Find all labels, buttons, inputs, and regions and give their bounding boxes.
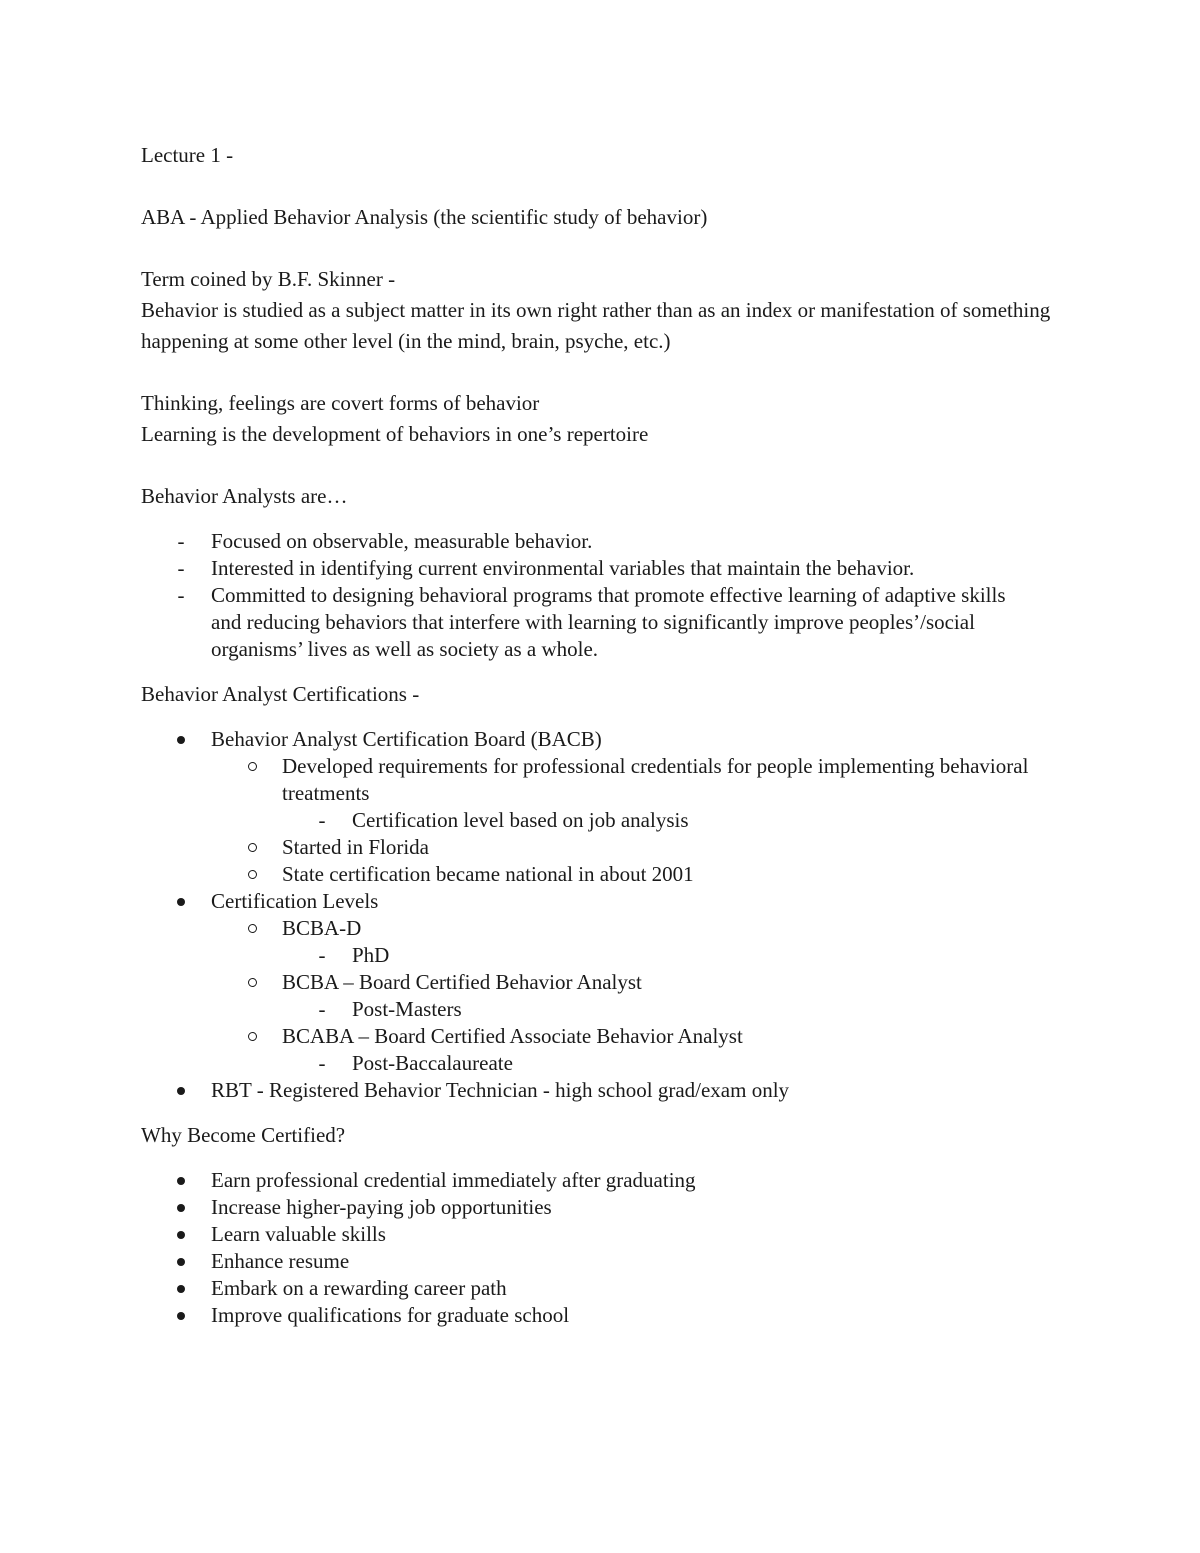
list-item xyxy=(141,1248,1081,1275)
bacb-label: Behavior Analyst Certification Board (BACB) xyxy=(211,727,602,751)
circle-marker xyxy=(242,753,262,780)
bullet-marker xyxy=(171,1077,191,1104)
list-item xyxy=(141,1194,1081,1221)
list-item xyxy=(141,1221,1081,1248)
bullet-marker xyxy=(171,1275,191,1302)
levels-label: Certification Levels xyxy=(211,889,379,913)
bacb-sub-item: State certification became national in about 2001 xyxy=(282,862,694,886)
why-certified-heading: Why Become Certified? xyxy=(141,1123,346,1147)
list-item xyxy=(141,888,1081,915)
aba-definition: ABA - Applied Behavior Analysis (the scientific study of behavior) xyxy=(141,205,708,229)
certifications-heading: Behavior Analyst Certifications - xyxy=(141,682,420,706)
list-item-text: Committed to designing behavioral programs that promote effective learning of adaptive skills and reducing behaviors that interfere with learning to significantly improve peoples’/social organisms’ lives as well as society as a whole. xyxy=(211,583,1006,661)
list-item xyxy=(141,1167,1081,1194)
level-dash-item: PhD xyxy=(352,943,390,967)
dash-marker: - xyxy=(177,556,185,580)
list-item-text: Learn valuable skills xyxy=(211,1222,386,1246)
dash-marker: - xyxy=(177,529,185,553)
learning-line: Learning is the development of behaviors in one’s repertoire xyxy=(141,422,649,446)
bacb-sub-item: Developed requirements for professional credentials for people implementing behavioral treatments xyxy=(282,754,1029,805)
level-item: BCBA-D xyxy=(282,916,362,940)
dash-marker: - xyxy=(177,583,185,607)
list-item-text: Improve qualifications for graduate school xyxy=(211,1303,570,1327)
bullet-marker xyxy=(171,888,191,915)
circle-marker xyxy=(242,861,262,888)
dash-marker: - xyxy=(318,943,326,967)
document-page xyxy=(141,140,1081,1329)
analysts-list xyxy=(141,528,1081,663)
behavior-analysts-heading: Behavior Analysts are… xyxy=(141,484,348,508)
list-item-text: Earn professional credential immediately after graduating xyxy=(211,1168,696,1192)
bullet-marker xyxy=(171,1248,191,1275)
bacb-sub-item: Started in Florida xyxy=(282,835,429,859)
list-item xyxy=(141,753,1081,807)
bullet-marker xyxy=(171,726,191,753)
list-item-text: Embark on a rewarding career path xyxy=(211,1276,507,1300)
list-item-text: Enhance resume xyxy=(211,1249,350,1273)
term-coined: Term coined by B.F. Skinner - xyxy=(141,267,396,291)
rbt-label: RBT - Registered Behavior Technician - high school grad/exam only xyxy=(211,1078,790,1102)
list-item xyxy=(141,996,1081,1023)
list-item xyxy=(141,1302,1081,1329)
level-dash-item: Post-Baccalaureate xyxy=(352,1051,513,1075)
why-certified-list xyxy=(141,1167,1081,1329)
level-item: BCABA – Board Certified Associate Behavior Analyst xyxy=(282,1024,743,1048)
list-item xyxy=(141,528,1081,555)
covert-behavior-line: Thinking, feelings are covert forms of behavior xyxy=(141,391,540,415)
circle-marker xyxy=(242,834,262,861)
circle-marker xyxy=(242,969,262,996)
circle-marker xyxy=(242,915,262,942)
bullet-marker xyxy=(171,1302,191,1329)
list-item xyxy=(141,861,1081,888)
list-item-text: Increase higher-paying job opportunities xyxy=(211,1195,552,1219)
list-item xyxy=(141,555,1081,582)
list-item xyxy=(141,1023,1081,1050)
list-item xyxy=(141,1275,1081,1302)
bullet-marker xyxy=(171,1194,191,1221)
list-item xyxy=(141,1077,1081,1104)
list-item xyxy=(141,726,1081,753)
list-item xyxy=(141,834,1081,861)
lecture-title: Lecture 1 - xyxy=(141,143,234,167)
bullet-marker xyxy=(171,1167,191,1194)
list-item xyxy=(141,1050,1081,1077)
behavior-studied-paragraph: Behavior is studied as a subject matter in its own right rather than as an index or manifestation of something happening at some other level (in the mind, brain, psyche, etc.) xyxy=(141,298,1051,353)
circle-marker xyxy=(242,1023,262,1050)
list-item xyxy=(141,807,1081,834)
bullet-marker xyxy=(171,1221,191,1248)
list-item xyxy=(141,942,1081,969)
dash-marker: - xyxy=(318,1051,326,1075)
level-item: BCBA – Board Certified Behavior Analyst xyxy=(282,970,642,994)
dash-marker: - xyxy=(318,997,326,1021)
level-dash-item: Post-Masters xyxy=(352,997,462,1021)
bacb-dash-item: Certification level based on job analysis xyxy=(352,808,689,832)
list-item xyxy=(141,915,1081,942)
list-item-text: Interested in identifying current environmental variables that maintain the behavior. xyxy=(211,556,915,580)
list-item xyxy=(141,969,1081,996)
list-item xyxy=(141,582,1081,663)
dash-marker: - xyxy=(318,808,326,832)
list-item-text: Focused on observable, measurable behavior. xyxy=(211,529,593,553)
certifications-list xyxy=(141,726,1081,1104)
